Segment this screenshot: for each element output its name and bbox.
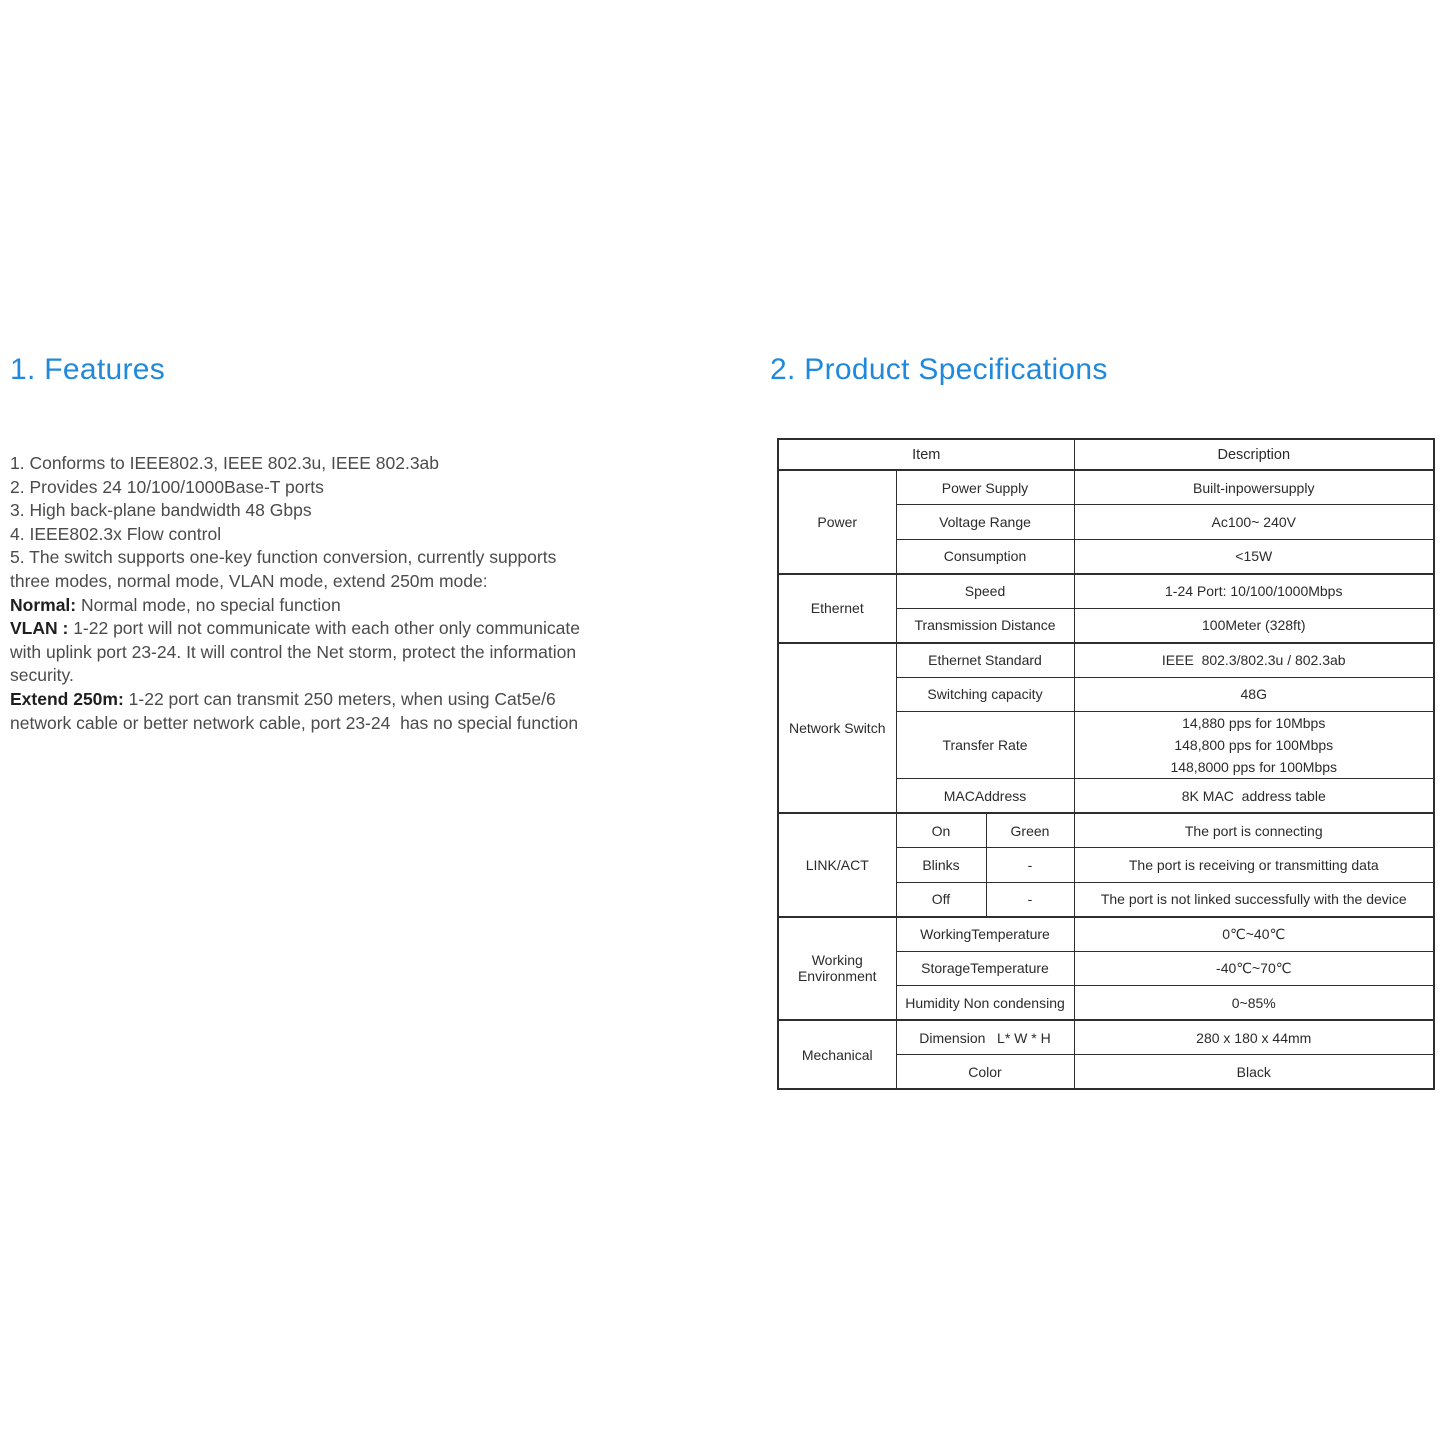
spec-desc-cell: IEEE 802.3/802.3u / 802.3ab — [1074, 643, 1434, 678]
spec-item-cell: Consumption — [896, 539, 1074, 574]
spec-desc-cell: 48G — [1074, 677, 1434, 712]
spec-category-cell: Power — [778, 470, 896, 574]
spec-desc-cell: <15W — [1074, 539, 1434, 574]
spec-desc-cell: 1-24 Port: 10/100/1000Mbps — [1074, 574, 1434, 609]
features-line: security. — [10, 665, 74, 686]
spec-desc-cell — [1074, 712, 1434, 779]
spec-item-cell: StorageTemperature — [896, 951, 1074, 986]
transfer-rate-line: 14,880 pps for 10Mbps — [1182, 715, 1326, 731]
transfer-rate-line: 148,8000 pps for 100Mbps — [1170, 759, 1338, 775]
features-line: 1. Conforms to IEEE802.3, IEEE 802.3u, IEEE 802.3ab — [10, 453, 440, 473]
spec-desc-cell: Black — [1074, 1055, 1434, 1090]
spec-item-cell: Voltage Range — [896, 505, 1074, 540]
spec-item-cell: Off — [896, 882, 986, 917]
features-line: VLAN : 1-22 port will not communicate with each other only communicate — [10, 618, 580, 639]
features-text — [10, 452, 720, 735]
spec-item-cell: On — [896, 813, 986, 848]
spec-category-cell: Network Switch — [778, 643, 896, 814]
spec-desc-cell: The port is receiving or transmitting data — [1074, 848, 1434, 883]
spec-subitem-cell: - — [986, 848, 1074, 883]
table-header-row — [778, 439, 1434, 470]
spec-desc-cell: The port is not linked successfully with the device — [1074, 882, 1434, 917]
features-line: Extend 250m: 1-22 port can transmit 250 meters, when using Cat5e/6 — [10, 688, 556, 709]
spec-category-cell: Mechanical — [778, 1020, 896, 1089]
table-row — [778, 470, 1434, 505]
spec-item-cell: Dimension L* W * H — [896, 1020, 1074, 1055]
spec-desc-cell: 8K MAC address table — [1074, 779, 1434, 814]
specs-section — [770, 352, 1445, 1080]
spec-item-cell: Humidity Non condensing — [896, 986, 1074, 1021]
spec-table-wrap — [777, 438, 1435, 1090]
spec-desc-cell: -40℃~70℃ — [1074, 951, 1434, 986]
spec-item-cell: WorkingTemperature — [896, 917, 1074, 952]
table-header-item: Item — [778, 439, 1074, 470]
transfer-rate-line: 148,800 pps for 100Mbps — [1174, 737, 1334, 753]
features-line: three modes, normal mode, VLAN mode, extend 250m mode: — [10, 570, 488, 591]
features-line: 4. IEEE802.3x Flow control — [10, 523, 222, 544]
spec-desc-cell: 280 x 180 x 44mm — [1074, 1020, 1434, 1055]
table-row — [778, 1020, 1434, 1055]
table-row — [778, 813, 1434, 848]
spec-item-cell: Speed — [896, 574, 1074, 609]
spec-desc-cell: 100Meter (328ft) — [1074, 608, 1434, 643]
spec-desc-cell: 0℃~40℃ — [1074, 917, 1434, 952]
features-line: 2. Provides 24 10/100/1000Base-T ports — [10, 476, 324, 497]
spec-item-cell: MACAddress — [896, 779, 1074, 814]
features-heading: 1. Features — [10, 353, 166, 386]
spec-item-cell: Transmission Distance — [896, 608, 1074, 643]
spec-item-cell: Color — [896, 1055, 1074, 1090]
features-line: 3. High back-plane bandwidth 48 Gbps — [10, 500, 312, 521]
features-line: 5. The switch supports one-key function conversion, currently supports — [10, 547, 557, 568]
features-line: with uplink port 23-24. It will control the Net storm, protect the information — [10, 641, 577, 662]
spec-item-cell: Transfer Rate — [896, 712, 1074, 779]
table-row — [778, 917, 1434, 952]
spec-desc-cell: Ac100~ 240V — [1074, 505, 1434, 540]
table-header-description: Description — [1074, 439, 1434, 470]
features-line: Normal: Normal mode, no special function — [10, 594, 341, 615]
features-section — [10, 352, 720, 733]
spec-item-cell: Switching capacity — [896, 677, 1074, 712]
spec-desc-cell: The port is connecting — [1074, 813, 1434, 848]
table-row — [778, 643, 1434, 678]
spec-table — [777, 438, 1435, 1090]
spec-desc-cell: Built-inpowersupply — [1074, 470, 1434, 505]
spec-item-cell: Blinks — [896, 848, 986, 883]
spec-item-cell: Power Supply — [896, 470, 1074, 505]
spec-category-cell: Ethernet — [778, 574, 896, 643]
spec-category-cell: LINK/ACT — [778, 813, 896, 917]
spec-category-cell: Working Environment — [778, 917, 896, 1021]
table-row — [778, 574, 1434, 609]
specs-heading: 2. Product Specifications — [770, 353, 1108, 386]
spec-subitem-cell: - — [986, 882, 1074, 917]
spec-desc-cell: 0~85% — [1074, 986, 1434, 1021]
spec-subitem-cell: Green — [986, 813, 1074, 848]
features-line: network cable or better network cable, port 23-24 has no special function — [10, 712, 579, 733]
spec-item-cell: Ethernet Standard — [896, 643, 1074, 678]
